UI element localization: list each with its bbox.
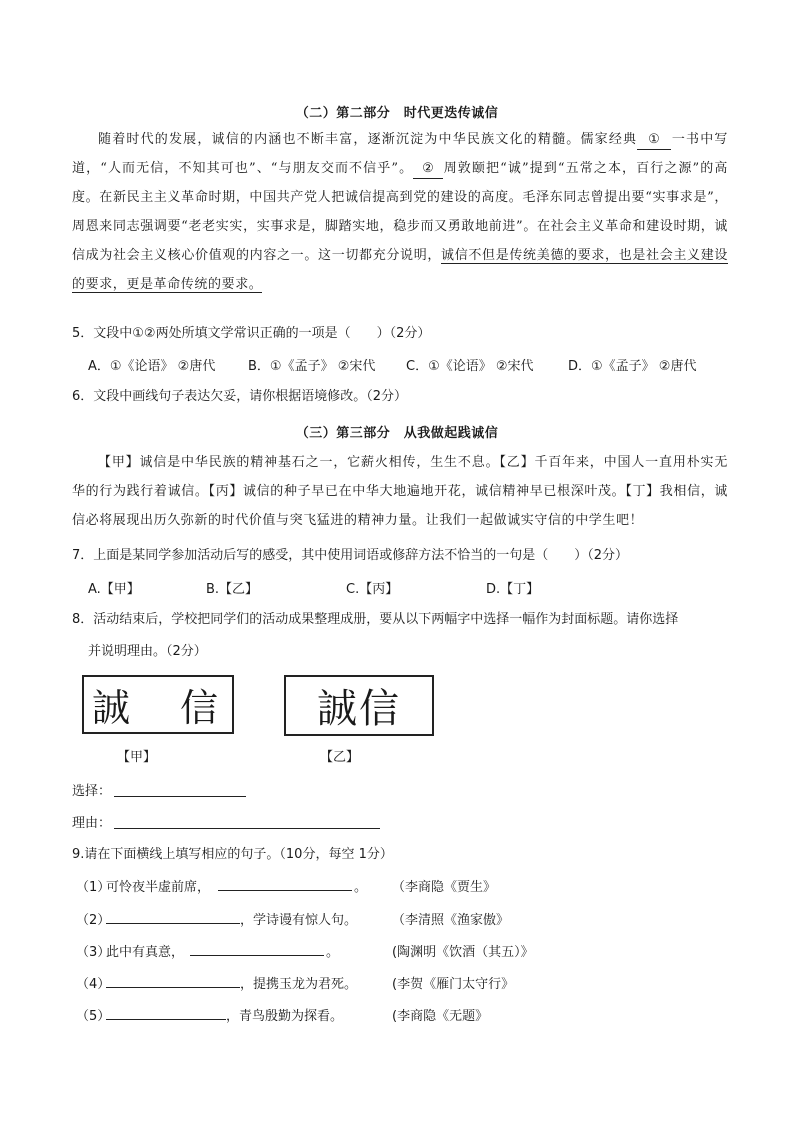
poem-row-num: （5） <box>76 1009 111 1024</box>
q8-stem-line1: 8．活动结束后，学校把同学们的活动成果整理成册，要从以下两幅字中选择一幅作为封面标题。请你选择 <box>72 612 679 627</box>
q7-stem: 7．上面是某同学参加活动后写的感受，其中使用词语或修辞方法不恰当的一句是（ ）（2分） <box>72 548 629 563</box>
poem-row-after: ，学诗谩有惊人句。 <box>240 913 358 928</box>
passage-text-1: 随着时代的发展，诚信的内涵也不断丰富，逐渐沉淀为中华民族文化的精髓。儒家经典 <box>98 132 638 147</box>
calligraphy-yi-text: 誠信 <box>317 686 401 732</box>
choose-label: 选择： <box>72 784 112 799</box>
q5-option-a[interactable]: A．①《论语》 ②唐代 <box>88 359 216 374</box>
poem-row-num: （1） <box>76 880 111 895</box>
q5-option-b[interactable]: B．①《孟子》 ②宋代 <box>248 359 376 374</box>
q7-option-b[interactable]: B.【乙】 <box>206 582 259 597</box>
poem-row-source: (李贺《雁门太守行》 <box>392 977 515 992</box>
poem-row-source: (陶渊明《饮酒（其五）》 <box>392 945 534 960</box>
q5-option-d[interactable]: D．①《孟子》 ②唐代 <box>568 359 697 374</box>
underlined-sentence: 诚信不但是传统美德的要求，也是社会主义建设的要求，更是革命传统的要求。 <box>72 248 728 292</box>
poem-row-3 <box>76 941 736 961</box>
q7-option-c[interactable]: C.【丙】 <box>346 582 399 597</box>
calligraphy-yi-image <box>284 675 434 736</box>
section3-passage: 【甲】诚信是中华民族的精神基石之一，它薪火相传，生生不息。【乙】千百年来，中国人一直用朴实无华的行为践行着诚信。【丙】诚信的种子早已在中华大地遍地开花，诚信精神早已根深叶茂。【丁】我相信，诚信必将展现出历久弥新的时代价值与突飞猛进的精神力量。让我们一起做诚实守信的中学生吧！ <box>72 455 728 528</box>
poem-row-num: （3） <box>76 945 111 960</box>
poem-answer-line[interactable] <box>218 876 352 891</box>
section2-passage <box>72 125 728 299</box>
poem-answer-line[interactable] <box>106 909 240 924</box>
poem-row-after: ，青鸟殷勤为探看。 <box>226 1009 344 1024</box>
q7-option-a[interactable]: A.【甲】 <box>88 582 140 597</box>
calligraphy-jia-text: 誠 信 <box>91 686 224 730</box>
poem-row-num: （4） <box>76 977 111 992</box>
poem-row-source: （李商隐《贾生》 <box>392 880 497 895</box>
section3-heading: （三）第三部分 从我做起践诚信 <box>295 426 499 441</box>
passage-text-3: 周敦颐把“诚”提到“五常之本，百行之源”的高度。在新民主主义革命时期，中国共产党人把诚信提高到党的建设的高度。毛泽东同志曾提出要“实事求是”，周恩来同志强调要“老老实实，实事求是，脚踏实地，稳步而又勇敢地前进”。在社会主义革命和建设时期，诚信成为社会主义核心价值观的内容之一。这一切都充分说明， <box>72 161 728 263</box>
q5-options <box>88 355 728 375</box>
poem-row-source: (李商隐《无题》 <box>392 1009 489 1024</box>
blank-2: ② <box>413 160 443 179</box>
caption-yi: 【乙】 <box>320 750 360 765</box>
poem-row-num: （2） <box>76 913 111 928</box>
poem-answer-line[interactable] <box>106 973 240 988</box>
q7-option-d[interactable]: D.【丁】 <box>486 582 540 597</box>
poem-row-source: （李清照《渔家傲》 <box>392 913 510 928</box>
q8-stem-line2: 并说明理由。（2分） <box>88 644 207 659</box>
poem-row-1 <box>76 876 736 896</box>
passage-text-2: 一书中写道，“人而无信，不知其可也”、“与朋友交而不信乎”。 <box>72 132 728 176</box>
q6-stem: 6．文段中画线句子表达欠妥，请你根据语境修改。（2分） <box>72 389 408 404</box>
caption-jia: 【甲】 <box>117 750 157 765</box>
poem-row-4 <box>76 973 736 993</box>
poem-answer-line[interactable] <box>190 941 324 956</box>
reason-label: 理由： <box>72 816 112 831</box>
calligraphy-jia-image <box>82 675 234 734</box>
poem-row-2 <box>76 909 736 929</box>
poem-row-before: 此中有真意， <box>106 945 185 960</box>
poem-answer-line[interactable] <box>106 1005 226 1020</box>
q5-option-c[interactable]: C．①《论语》 ②宋代 <box>406 359 534 374</box>
poem-row-before: 可怜夜半虚前席， <box>106 880 211 895</box>
q7-options <box>88 578 728 598</box>
q5-stem: 5．文段中①②两处所填文学常识正确的一项是（ ）（2分） <box>72 326 431 341</box>
poem-row-5 <box>76 1005 736 1025</box>
choose-answer-line[interactable] <box>114 796 246 797</box>
reason-answer-line[interactable] <box>114 828 380 829</box>
poem-row-after: 。 <box>354 880 368 895</box>
q9-stem: 9.请在下面横线上填写相应的句子。（10分，每空 1分） <box>72 847 393 862</box>
section2-heading: （二）第二部分 时代更迭传诚信 <box>295 106 499 121</box>
poem-row-after: ，提携玉龙为君死。 <box>240 977 358 992</box>
poem-row-after: 。 <box>326 945 340 960</box>
blank-1: ① <box>637 131 671 150</box>
